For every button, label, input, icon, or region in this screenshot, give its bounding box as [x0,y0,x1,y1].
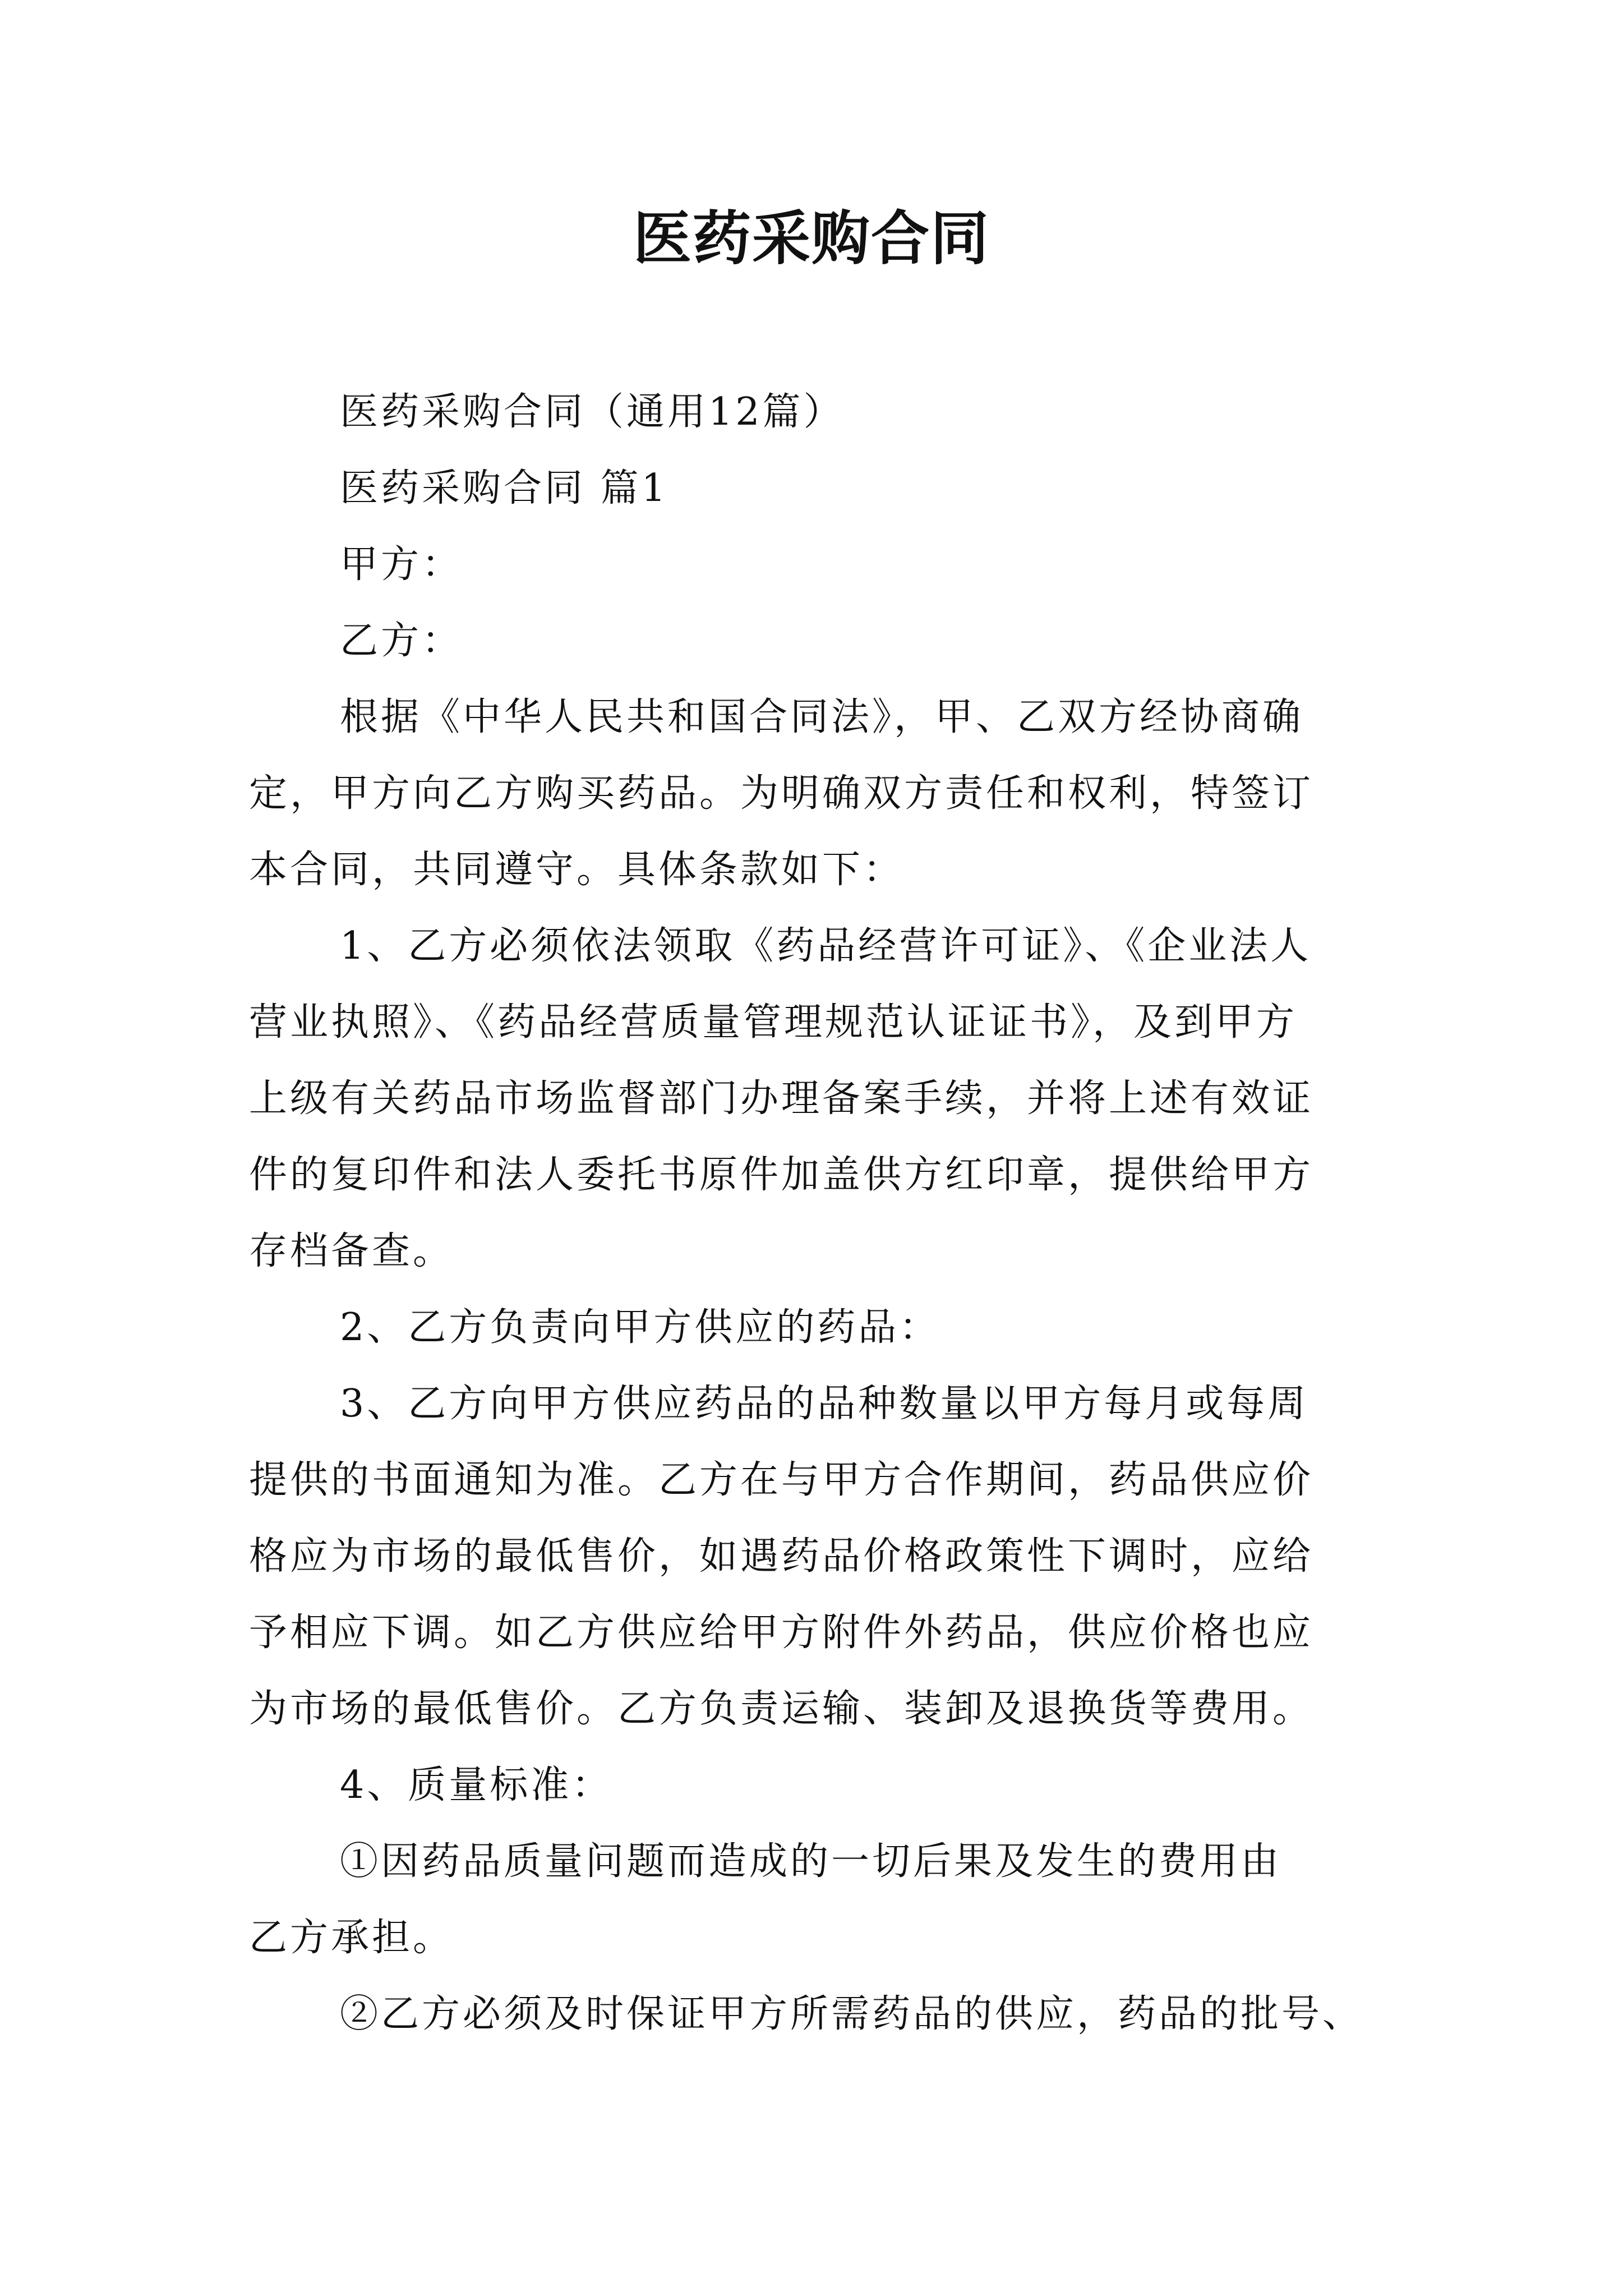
clause-line: 存档备查。 [249,1229,454,1273]
clause-line: 格应为市场的最低售价，如遇药品价格政策性下调时，应给 [249,1534,1314,1579]
clause-line: 为市场的最低售价。乙方负责运输、装卸及退换货等费用。 [249,1687,1314,1731]
subclause-line: ②乙方必须及时保证甲方所需药品的供应，药品的批号、 [340,1992,1364,2036]
party-a-line: 甲方： [340,542,463,587]
clause-line: 营业执照》、《药品经营质量管理规范认证证书》，及到甲方 [249,1000,1298,1045]
paragraph-line: 本合同，共同遵守。具体条款如下： [249,848,905,892]
clause-line: 4、质量标准： [340,1763,613,1807]
document-body [249,374,1387,2053]
party-b-line: 乙方： [340,619,463,663]
clause-line: 3、乙方向甲方供应药品的品种数量以甲方每月或每周 [340,1382,1309,1426]
clause-line: 予相应下调。如乙方供应给甲方附件外药品，供应价格也应 [249,1611,1314,1655]
paragraph-line: 定，甲方向乙方购买药品。为明确双方责任和权利，特签订 [249,771,1314,816]
clause-line: 上级有关药品市场监督部门办理备案手续，并将上述有效证 [249,1076,1314,1121]
subclause-line: 乙方承担。 [249,1916,454,1960]
clause-line: 2、乙方负责向甲方供应的药品： [340,1305,940,1350]
document-title: 医药采购合同 [633,204,990,273]
section-heading: 医药采购合同 篇1 [340,466,668,510]
subtitle-line: 医药采购合同（通用12篇） [340,390,845,434]
subclause-line: ①因药品质量问题而造成的一切后果及发生的费用由 [340,1839,1282,1884]
clause-line: 1、乙方必须依法领取《药品经营许可证》、《企业法人 [340,924,1312,968]
clause-line: 件的复印件和法人委托书原件加盖供方红印章，提供给甲方 [249,1153,1314,1197]
clause-line: 提供的书面通知为准。乙方在与甲方合作期间，药品供应价 [249,1458,1314,1502]
paragraph-line: 根据《中华人民共和国合同法》，甲、乙双方经协商确 [340,695,1304,739]
